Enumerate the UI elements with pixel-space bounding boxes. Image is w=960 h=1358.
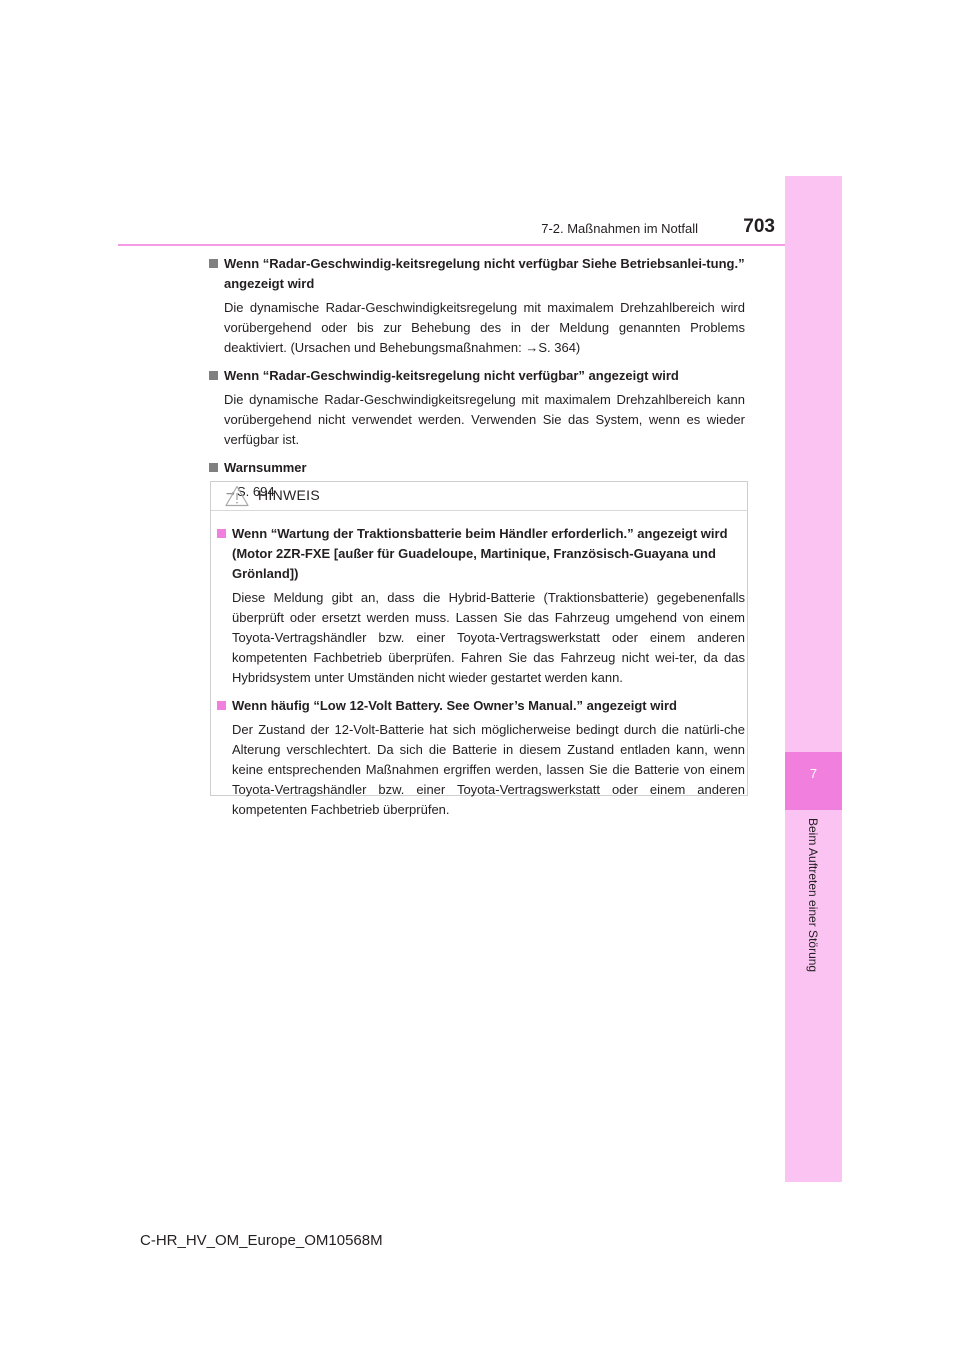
chapter-number: 7 <box>809 766 818 781</box>
item-body: Die dynamische Radar-Geschwindigkeitsregelung mit maximalem Drehzahlbereich wird vorübergehend oder bis zur Behebung des in der Meldung genannten Problems deaktiviert. (Ursachen und Behebungsmaßnahmen: →S. 364) <box>224 300 745 355</box>
item-heading: Wenn “Radar-Geschwindig-keitsregelung nicht verfügbar” angezeigt wird <box>224 368 679 383</box>
notice-box <box>210 481 748 817</box>
chapter-title: Beim Auftreten einer Störung <box>806 818 820 973</box>
chapter-tab[interactable] <box>785 752 842 810</box>
notice-item-body: Der Zustand der 12-Volt-Batterie hat sich möglicherweise bedingt durch die natürli-che Alterung verschlechtert. Da sich die Batterie in diesem Zustand entladen kann, wenn keine entsprechenden Maßnahmen ergriffen werden, lassen Sie die Batterie von einem Toyota-Vertragshändler bzw. einer Toyota-Vertragswerkstatt oder einem anderen kompetenten Fachbetrieb überprüfen. <box>232 722 745 817</box>
notice-header <box>211 482 747 511</box>
item-heading: Wenn “Radar-Geschwindig-keitsregelung nicht verfügbar Siehe Betriebsanlei-tung.” angezeigt wird <box>224 256 745 291</box>
notice-title: HINWEIS <box>258 487 320 503</box>
item-body: →S. 694 <box>224 484 275 499</box>
list-item <box>209 366 745 450</box>
square-bullet-icon <box>217 529 226 538</box>
header-section-title: 7-2. Maßnahmen im Notfall <box>541 221 698 236</box>
list-item <box>217 696 745 820</box>
notice-item-body: Diese Meldung gibt an, dass die Hybrid-Batterie (Traktionsbatterie) gegebenenfalls überprüft oder ersetzt werden muss. Lassen Sie das Fahrzeug umgehend von einem Toyota-Vertragshändler bzw. einer Toyota-Vertragswerkstatt oder einem anderen kompetenten Fachbetrieb überprüfen. Fahren Sie das Fahrzeug nicht wei-ter, da das Hybridsystem unter Umständen nicht wieder gestartet werden kann. <box>232 590 745 685</box>
main-content <box>209 254 745 510</box>
square-bullet-icon <box>209 259 218 268</box>
square-bullet-icon <box>209 371 218 380</box>
list-item <box>217 524 745 688</box>
chapter-side-band <box>785 176 842 1182</box>
item-heading: Warnsummer <box>224 460 307 475</box>
square-bullet-icon <box>209 463 218 472</box>
list-item <box>209 254 745 358</box>
header-divider <box>118 244 785 246</box>
document-code: C-HR_HV_OM_Europe_OM10568M <box>140 1232 383 1249</box>
warning-triangle-icon <box>225 485 249 507</box>
item-body: Die dynamische Radar-Geschwindigkeitsregelung mit maximalem Drehzahlbereich kann vorübergehend nicht verwendet werden. Verwenden Sie das System, wenn es wieder verfügbar ist. <box>224 392 745 447</box>
notice-item-heading: Wenn “Wartung der Traktionsbatterie beim Händler erforderlich.” angezeigt wird (Motor 2ZR-FXE [außer für Guadeloupe, Martinique, Französisch-Guayana und Grönland]) <box>232 526 728 581</box>
notice-item-heading: Wenn häufig “Low 12-Volt Battery. See Owner’s Manual.” angezeigt wird <box>232 698 677 713</box>
page-number: 703 <box>743 216 775 237</box>
square-bullet-icon <box>217 701 226 710</box>
notice-body <box>217 524 745 828</box>
